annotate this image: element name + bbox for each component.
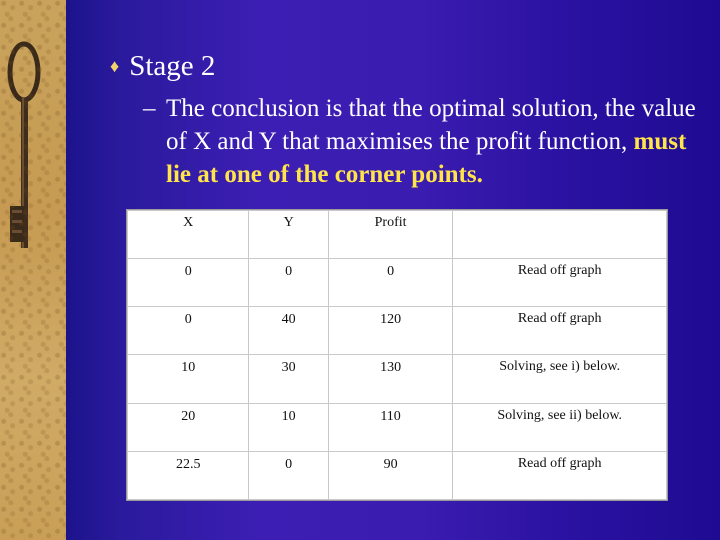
cell-profit: 110 <box>328 403 453 451</box>
cell-method: Solving, see i) below. <box>453 355 667 403</box>
cell-x: 22.5 <box>128 451 249 499</box>
table-row <box>128 307 667 355</box>
conclusion-paragraph <box>143 92 703 191</box>
table-row <box>128 355 667 403</box>
cell-method: Solving, see ii) below. <box>453 403 667 451</box>
cell-method: Read off graph <box>453 307 667 355</box>
cell-y: 30 <box>249 355 328 403</box>
conclusion-text <box>166 92 703 191</box>
cell-y: 10 <box>249 403 328 451</box>
diamond-bullet-icon: ♦ <box>110 56 120 76</box>
cell-y: 0 <box>249 451 328 499</box>
cell-x: 0 <box>128 307 249 355</box>
cell-profit: 120 <box>328 307 453 355</box>
decorative-sidebar <box>0 0 66 540</box>
header-cell-x: X <box>128 211 249 259</box>
cell-y: 0 <box>249 259 328 307</box>
stage-heading <box>110 50 215 83</box>
cell-profit: 130 <box>328 355 453 403</box>
header-cell-method <box>453 211 667 259</box>
cell-y: 40 <box>249 307 328 355</box>
cell-method: Read off graph <box>453 259 667 307</box>
header-cell-y: Y <box>249 211 328 259</box>
cell-x: 20 <box>128 403 249 451</box>
key-icon <box>0 38 66 278</box>
header-cell-profit: Profit <box>328 211 453 259</box>
cell-x: 0 <box>128 259 249 307</box>
conclusion-highlight-text: must lie at one of the corner points. <box>166 128 687 188</box>
cell-profit: 0 <box>328 259 453 307</box>
stage-heading-text: Stage 2 <box>129 50 216 82</box>
cell-method: Read off graph <box>453 451 667 499</box>
table-row <box>128 403 667 451</box>
table-row <box>128 451 667 499</box>
table-row <box>128 259 667 307</box>
sub-bullet-dash: – <box>143 95 156 122</box>
conclusion-plain-text: The conclusion is that the optimal solution, the value of X and Y that maximises the profit function, <box>166 95 696 155</box>
table-header-row <box>128 211 667 259</box>
cell-x: 10 <box>128 355 249 403</box>
corner-points-table <box>126 209 668 501</box>
cell-profit: 90 <box>328 451 453 499</box>
